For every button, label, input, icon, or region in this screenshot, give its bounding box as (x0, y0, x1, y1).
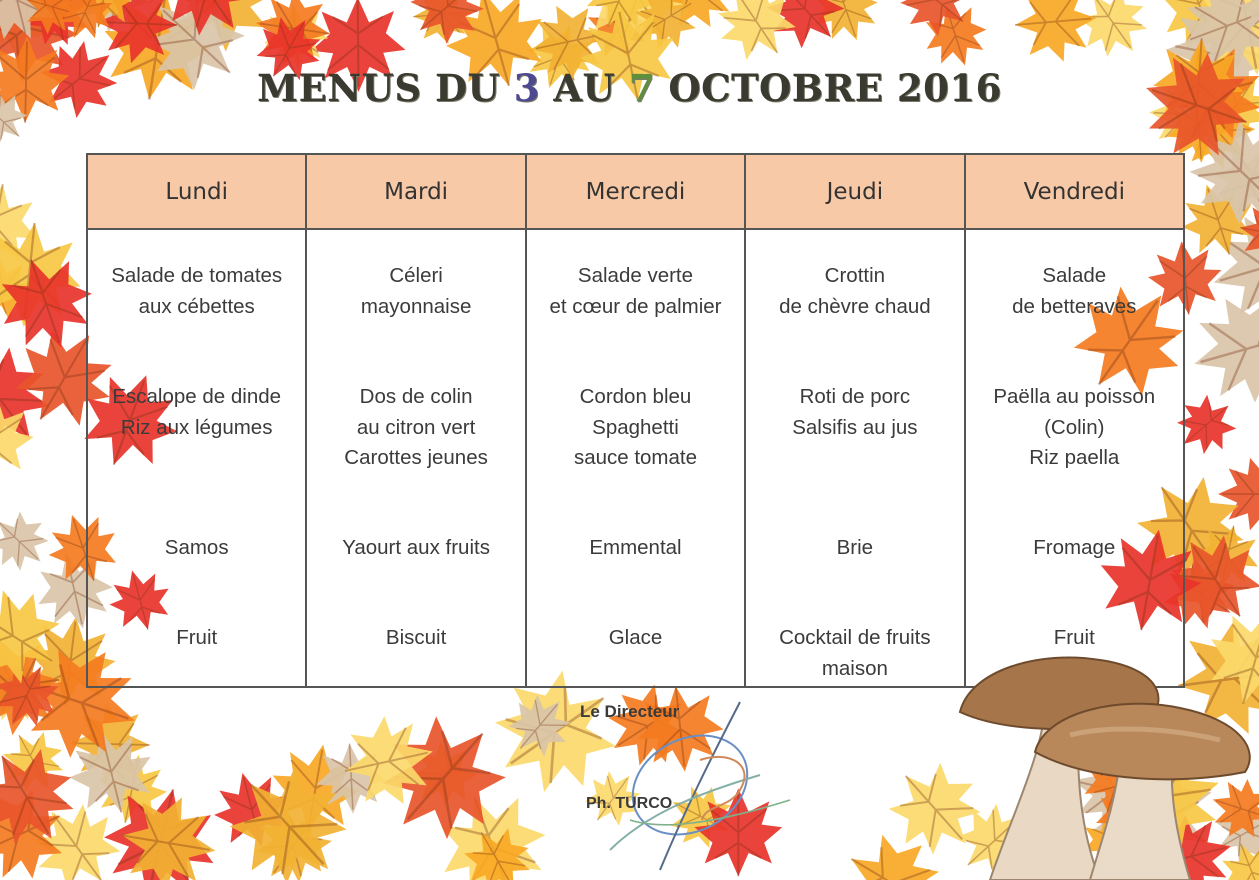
menu-day-column (307, 230, 524, 686)
dish-line: Fruit (176, 626, 218, 649)
menu-day-column (966, 230, 1183, 686)
dish-line: Crottin (824, 264, 886, 287)
menu-course (307, 261, 524, 322)
dish-line: Riz aux légumes (120, 415, 273, 439)
signature-title: Le Directeur (580, 702, 680, 721)
title-end-day: 7 (628, 66, 655, 110)
dish-line: (Colin) (1044, 415, 1105, 439)
day-header: Mardi (306, 154, 525, 229)
dish-line: Brie (836, 536, 874, 559)
menu-course (966, 261, 1183, 322)
day-header: Vendredi (965, 154, 1184, 229)
weekly-menu-table (86, 153, 1185, 688)
dish-line: Salade (1042, 264, 1107, 287)
dish-line: Glace (608, 626, 663, 649)
dish-line: Céleri (389, 264, 443, 287)
dish-line: Yaourt aux fruits (342, 536, 490, 559)
dish-line: de betteraves (1012, 294, 1137, 318)
menu-course (966, 533, 1183, 564)
dish-line: Escalope de dinde (112, 385, 282, 408)
menu-course (966, 382, 1183, 474)
menu-day-cell (87, 229, 306, 687)
menu-course (307, 623, 524, 654)
menu-day-column (746, 230, 963, 686)
dish-line: sauce tomate (573, 446, 698, 469)
dish-line: Carottes jeunes (344, 446, 488, 469)
menu-course (88, 261, 305, 322)
signature-name: Ph. TURCO (586, 795, 673, 812)
dish-line: de chèvre chaud (779, 294, 931, 318)
dish-line: Emmental (589, 536, 682, 559)
menu-course (746, 261, 963, 322)
menu-course (307, 382, 524, 474)
menu-day-column (527, 230, 744, 686)
dish-line: Samos (164, 536, 229, 559)
menu-day-cell (965, 229, 1184, 687)
dish-line: aux cébettes (138, 294, 255, 318)
menu-day-cell (306, 229, 525, 687)
dish-line: Biscuit (385, 626, 447, 649)
menu-row (87, 229, 1184, 687)
page-title (0, 66, 1259, 110)
menu-course (527, 261, 744, 322)
title-start-day: 3 (513, 66, 540, 110)
day-header: Lundi (87, 154, 306, 229)
menu-course (307, 533, 524, 564)
day-header: Jeudi (745, 154, 964, 229)
dish-line: Salade verte (577, 264, 694, 287)
dish-line: Salade de tomates (111, 264, 283, 287)
menu-course (88, 382, 305, 443)
dish-line: Cocktail de fruits (779, 626, 931, 649)
day-header-row (87, 154, 1184, 229)
menu-course (746, 382, 963, 443)
menu-day-cell (745, 229, 964, 687)
dish-line: Roti de porc (799, 385, 911, 408)
title-suffix: OCTOBRE 2016 (654, 66, 1002, 110)
dish-line: Riz paella (1029, 446, 1120, 469)
menu-day-column (88, 230, 305, 686)
dish-line: maison (821, 656, 888, 680)
dish-line: Cordon bleu (579, 385, 692, 408)
title-middle: AU (539, 66, 629, 110)
dish-line: au citron vert (356, 415, 476, 439)
dish-line: Fruit (1053, 626, 1095, 649)
director-signature (590, 700, 810, 880)
dish-line: mayonnaise (360, 294, 472, 318)
menu-course (88, 533, 305, 564)
mushroom-illustration (950, 640, 1259, 880)
day-header: Mercredi (526, 154, 745, 229)
menu-day-cell (526, 229, 745, 687)
title-prefix: MENUS DU (257, 66, 514, 110)
menu-course (88, 623, 305, 654)
dish-line: Paëlla au poisson (993, 385, 1156, 408)
dish-line: Salsifis au jus (792, 415, 918, 439)
menu-course (746, 533, 963, 564)
dish-line: Fromage (1033, 536, 1116, 559)
dish-line: Dos de colin (359, 385, 473, 408)
dish-line: Spaghetti (592, 415, 679, 439)
menu-course (746, 623, 963, 684)
menu-course (527, 533, 744, 564)
menu-course (527, 382, 744, 474)
menu-course (527, 623, 744, 654)
dish-line: et cœur de palmier (549, 294, 722, 318)
